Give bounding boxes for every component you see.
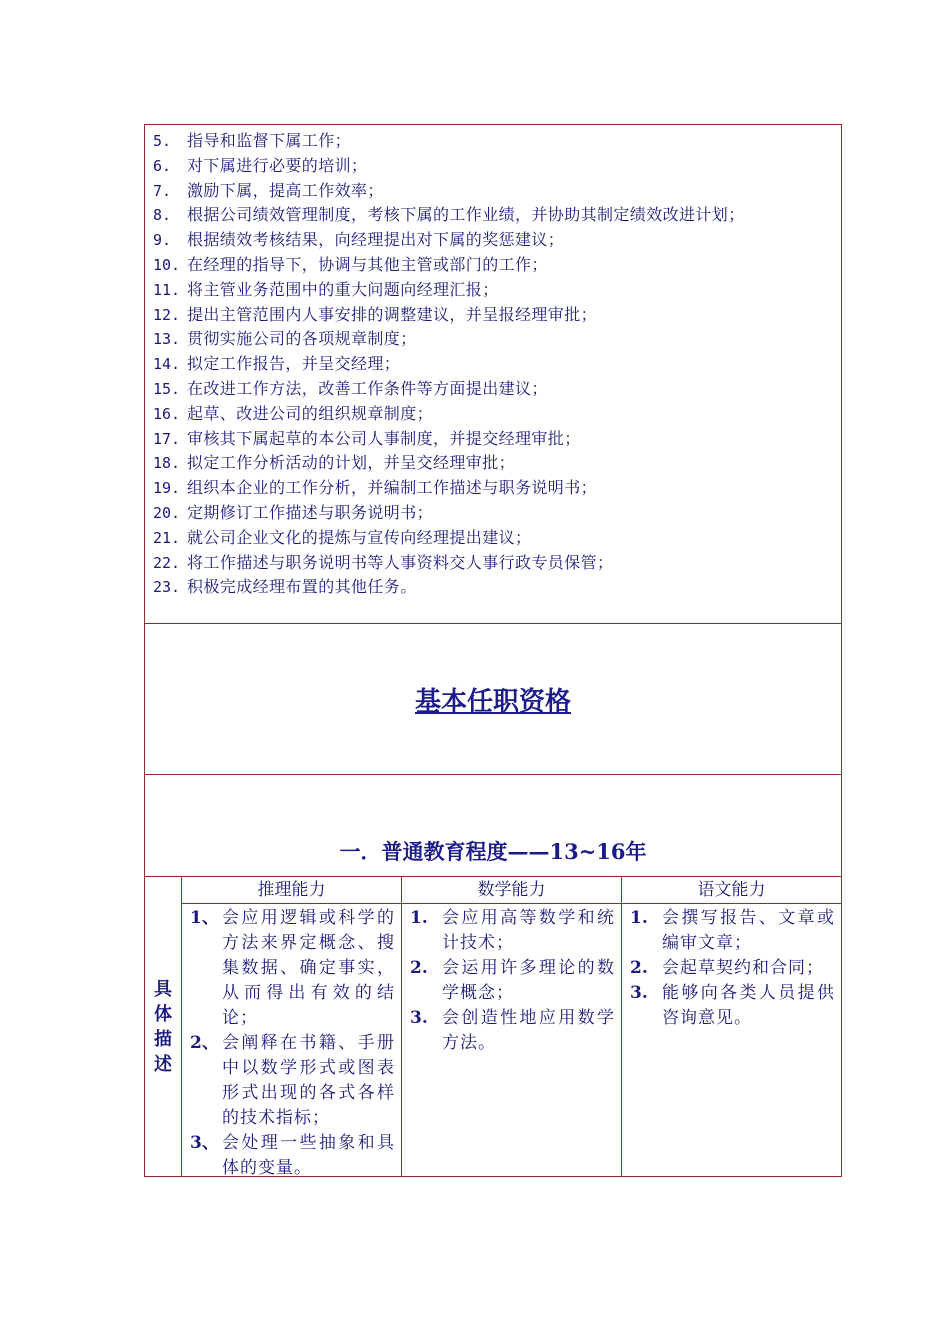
duty-item [153, 303, 833, 328]
ability-item [190, 1131, 395, 1181]
ability-column-math [402, 877, 622, 1176]
ability-item-number: 2. [410, 958, 428, 978]
duty-item [153, 228, 833, 253]
duty-number: 7. [153, 181, 172, 200]
duty-text: 根据公司绩效管理制度，考核下属的工作业绩，并协助其制定绩效改进计划； [187, 205, 745, 225]
ability-item-number: 2. [630, 958, 648, 978]
duty-text: 组织本企业的工作分析，并编制工作描述与职务说明书； [187, 478, 598, 498]
duty-number: 8. [153, 206, 172, 225]
column-header: 数学能力 [402, 877, 621, 904]
duty-item [153, 476, 833, 501]
ability-item-number: 1. [630, 908, 648, 928]
ability-item-text: 会应用高等数学和统计技术； [442, 908, 615, 953]
ability-column-reasoning [182, 877, 402, 1176]
duty-item [153, 575, 833, 600]
duty-number: 16. [153, 404, 181, 423]
duty-text: 拟定工作报告，并呈交经理； [187, 354, 401, 374]
ability-item [410, 906, 615, 956]
duty-number: 19. [153, 479, 181, 498]
duties-list [145, 125, 841, 623]
ability-item-text: 会阐释在书籍、手册中以数学形式或图表形式出现的各式各样的技术指标； [222, 1033, 395, 1128]
duty-text: 激励下属，提高工作效率； [187, 180, 384, 200]
ability-item [630, 906, 835, 956]
ability-item-number: 3. [630, 983, 648, 1003]
side-label: 具体描述 [154, 978, 172, 1075]
ability-item [630, 981, 835, 1031]
ability-item-number: 2、 [190, 1033, 219, 1053]
ability-item-text: 会运用许多理论的数学概念； [442, 958, 615, 1003]
duty-item [153, 402, 833, 427]
column-body [402, 904, 621, 1056]
duty-item [153, 327, 833, 352]
duty-item [153, 129, 833, 154]
duty-item [153, 501, 833, 526]
duty-item [153, 427, 833, 452]
duty-number: 9. [153, 231, 172, 250]
duty-number: 23. [153, 578, 181, 597]
duty-number: 20. [153, 503, 181, 522]
duty-item [153, 526, 833, 551]
section-title: 基本任职资格 [414, 686, 571, 717]
ability-item [410, 956, 615, 1006]
duty-number: 12. [153, 305, 181, 324]
duty-text: 拟定工作分析活动的计划，并呈交经理审批； [187, 453, 516, 473]
duty-item [153, 154, 833, 179]
duty-number: 21. [153, 528, 181, 547]
duty-text: 对下属进行必要的培训； [187, 155, 368, 175]
ability-column-language [622, 877, 841, 1176]
duty-number: 6. [153, 156, 172, 175]
duty-text: 定期修订工作描述与职务说明书； [187, 502, 434, 522]
job-description-table [144, 124, 842, 1177]
ability-item [410, 1006, 615, 1056]
column-body [182, 904, 401, 1181]
ability-item-text: 能够向各类人员提供咨询意见。 [662, 983, 835, 1028]
duty-number: 11. [153, 280, 181, 299]
side-label-cell [145, 877, 182, 1176]
duty-number: 10. [153, 255, 181, 274]
duty-item [153, 377, 833, 402]
duty-item [153, 278, 833, 303]
duty-number: 17. [153, 429, 181, 448]
column-header: 语文能力 [622, 877, 841, 904]
duty-item [153, 352, 833, 377]
duty-text: 就公司企业文化的提炼与宣传向经理提出建议； [187, 527, 532, 547]
column-body [622, 904, 841, 1031]
duty-number: 14. [153, 355, 181, 374]
duty-text: 提出主管范围内人事安排的调整建议，并呈报经理审批； [187, 304, 598, 324]
ability-item-number: 1、 [190, 908, 219, 928]
duty-item [153, 179, 833, 204]
duty-item [153, 551, 833, 576]
duty-text: 起草、改进公司的组织规章制度； [187, 403, 434, 423]
ability-item-number: 3. [410, 1008, 428, 1028]
duty-number: 18. [153, 454, 181, 473]
ability-item [190, 1031, 395, 1131]
ability-item-number: 1. [410, 908, 428, 928]
duty-number: 15. [153, 379, 181, 398]
duty-text: 在改进工作方法，改善工作条件等方面提出建议； [187, 378, 548, 398]
ability-item-text: 会撰写报告、文章或编审文章； [662, 908, 835, 953]
duty-text: 贯彻实施公司的各项规章制度； [187, 329, 417, 349]
abilities-grid [145, 876, 841, 1176]
education-heading: 一．普通教育程度——13~16年 [339, 839, 647, 864]
ability-item-text: 会创造性地应用数学方法。 [442, 1008, 615, 1053]
education-row [145, 774, 841, 876]
duty-number: 22. [153, 553, 181, 572]
duty-text: 将工作描述与职务说明书等人事资料交人事行政专员保管； [187, 552, 614, 572]
ability-item [190, 906, 395, 1031]
duty-item [153, 203, 833, 228]
ability-item-number: 3、 [190, 1133, 219, 1153]
column-header: 推理能力 [182, 877, 401, 904]
duty-item [153, 451, 833, 476]
ability-item-text: 会处理一些抽象和具体的变量。 [222, 1133, 395, 1178]
section-title-row [145, 623, 841, 774]
duty-text: 指导和监督下属工作； [187, 131, 352, 150]
duty-text: 根据绩效考核结果，向经理提出对下属的奖惩建议； [187, 230, 565, 250]
ability-item-text: 会起草契约和合同； [662, 958, 824, 978]
duty-number: 5. [153, 132, 172, 150]
duty-text: 将主管业务范围中的重大问题向经理汇报； [187, 279, 499, 299]
duty-number: 13. [153, 330, 181, 349]
duty-text: 审核其下属起草的本公司人事制度，并提交经理审批； [187, 428, 581, 448]
duty-item [153, 253, 833, 278]
ability-item-text: 会应用逻辑或科学的方法来界定概念、搜集数据、确定事实，从而得出有效的结论； [222, 908, 395, 1028]
duty-text: 在经理的指导下，协调与其他主管或部门的工作； [187, 254, 548, 274]
ability-item [630, 956, 835, 981]
duty-text: 积极完成经理布置的其他任务。 [187, 577, 417, 597]
